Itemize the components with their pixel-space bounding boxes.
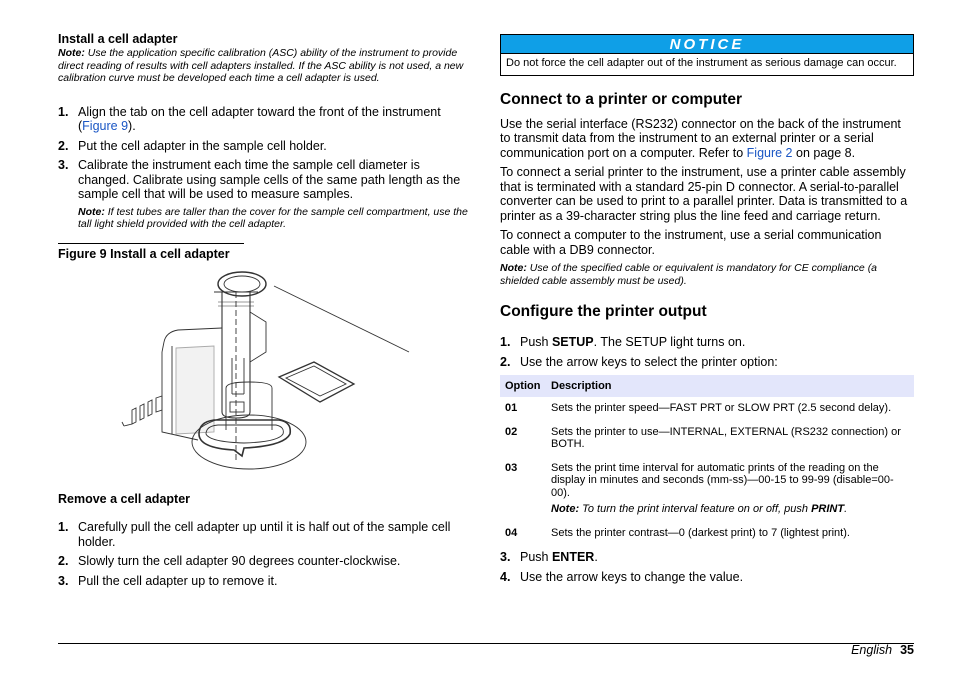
note-label: Note: xyxy=(58,47,85,59)
step-note: Note: If test tubes are taller than the cover for the sample cell compartment, use the tall light shield provided with the cell adapter. xyxy=(78,205,468,230)
table-row: 01 Sets the printer speed—FAST PRT or SLOW PRT (2.5 second delay). xyxy=(505,402,892,414)
install-steps xyxy=(58,105,470,202)
page-number: 35 xyxy=(900,643,914,657)
figure-2-link[interactable]: Figure 2 xyxy=(746,145,793,160)
connect-paragraph-3: To connect a computer to the instrument, use a serial communication cable with a DB9 connector. xyxy=(500,228,882,257)
list-item: 2. Put the cell adapter in the sample cell holder. xyxy=(58,138,327,153)
remove-section xyxy=(58,492,470,593)
figure-9-link[interactable]: Figure 9 xyxy=(82,119,129,133)
connect-paragraph-1: Use the serial interface (RS232) connector on the back of the instrument to transmit data from the instrument to an external printer or a serial communication port on a computer. Refer to Figure 2 on page 8. xyxy=(500,116,901,160)
notice-text: Do not force the cell adapter out of the instrument as serious damage can occur. xyxy=(506,57,897,69)
configure-steps-b xyxy=(500,550,914,584)
install-heading: Install a cell adapter xyxy=(58,32,178,46)
list-item: 1. Align the tab on the cell adapter toward the front of the instrument (Figure 9). xyxy=(58,104,441,133)
column-header-option: Option xyxy=(500,375,546,397)
cell-adapter-illustration xyxy=(114,262,470,474)
list-item: 3. Calibrate the instrument each time the sample cell diameter is changed. Calibrate using sample cells of the same path length as the sample cell that will be used to measure samples. xyxy=(58,158,461,201)
list-item: 4. Use the arrow keys to change the value. xyxy=(500,569,744,584)
connect-paragraph-2: To connect a serial printer to the instrument, use a printer cable assembly that is terminated with a standard 25-pin D connector. A serial-to-parallel converter can be used to print to a parallel printer. Data is transmitted to a printer as a 39-character string plus the line feed and carriage return. xyxy=(500,165,908,223)
column-header-description: Description xyxy=(546,375,914,397)
note-text: Use the application specific calibration (ASC) ability of the instrument to provide direct reading of results with cell adapters installed. If the ASC ability is not used, a new calibration curve must be developed each time a cell adapter is used. xyxy=(58,47,464,84)
list-item: 2. Slowly turn the cell adapter 90 degrees counter-clockwise. xyxy=(58,554,401,568)
notice-box xyxy=(500,34,914,76)
remove-heading: Remove a cell adapter xyxy=(58,492,191,506)
configure-heading: Configure the printer output xyxy=(500,303,707,320)
printer-options-table xyxy=(500,375,914,545)
list-item: 3. Push ENTER. xyxy=(500,550,598,564)
footer-language: English xyxy=(851,643,893,657)
table-header-row xyxy=(500,375,914,397)
list-item: 1. Carefully pull the cell adapter up until it is half out of the sample cell holder. xyxy=(58,520,451,549)
remove-steps xyxy=(58,520,470,588)
cell-adapter-figure xyxy=(114,262,470,474)
configure-steps-a xyxy=(500,335,914,369)
footer-divider xyxy=(58,643,914,644)
list-item: 3. Pull the cell adapter up to remove it. xyxy=(58,573,278,588)
connect-note: Note: Use of the specified cable or equivalent is mandatory for CE compliance (a shielded cable assembly must be used). xyxy=(500,262,878,287)
figure-caption: Figure 9 Install a cell adapter xyxy=(58,243,244,261)
print-interval-note: Note: To turn the print interval feature on or off, push PRINT. xyxy=(551,503,848,515)
table-row: 04 Sets the printer contrast—0 (darkest print) to 7 (lightest print). xyxy=(505,526,850,539)
table-row: 02 Sets the printer to use—INTERNAL, EXTERNAL (RS232 connection) or BOTH. xyxy=(505,425,901,450)
notice-title: NOTICE xyxy=(501,35,913,54)
table-row: 03 Sets the print time interval for automatic prints of the reading on the display in minutes and seconds (mm-ss)—00-15 to 99-99 (disable=00-00). Note: To turn the print interval feature on or off, push PRINT. xyxy=(500,457,914,522)
connect-heading: Connect to a printer or computer xyxy=(500,90,742,108)
right-column xyxy=(500,34,914,589)
list-item: 2. Use the arrow keys to select the printer option: xyxy=(500,354,778,369)
install-note xyxy=(58,47,470,85)
left-column xyxy=(58,32,470,261)
page-footer xyxy=(851,643,914,657)
list-item: 1. Push SETUP. The SETUP light turns on. xyxy=(500,335,746,349)
